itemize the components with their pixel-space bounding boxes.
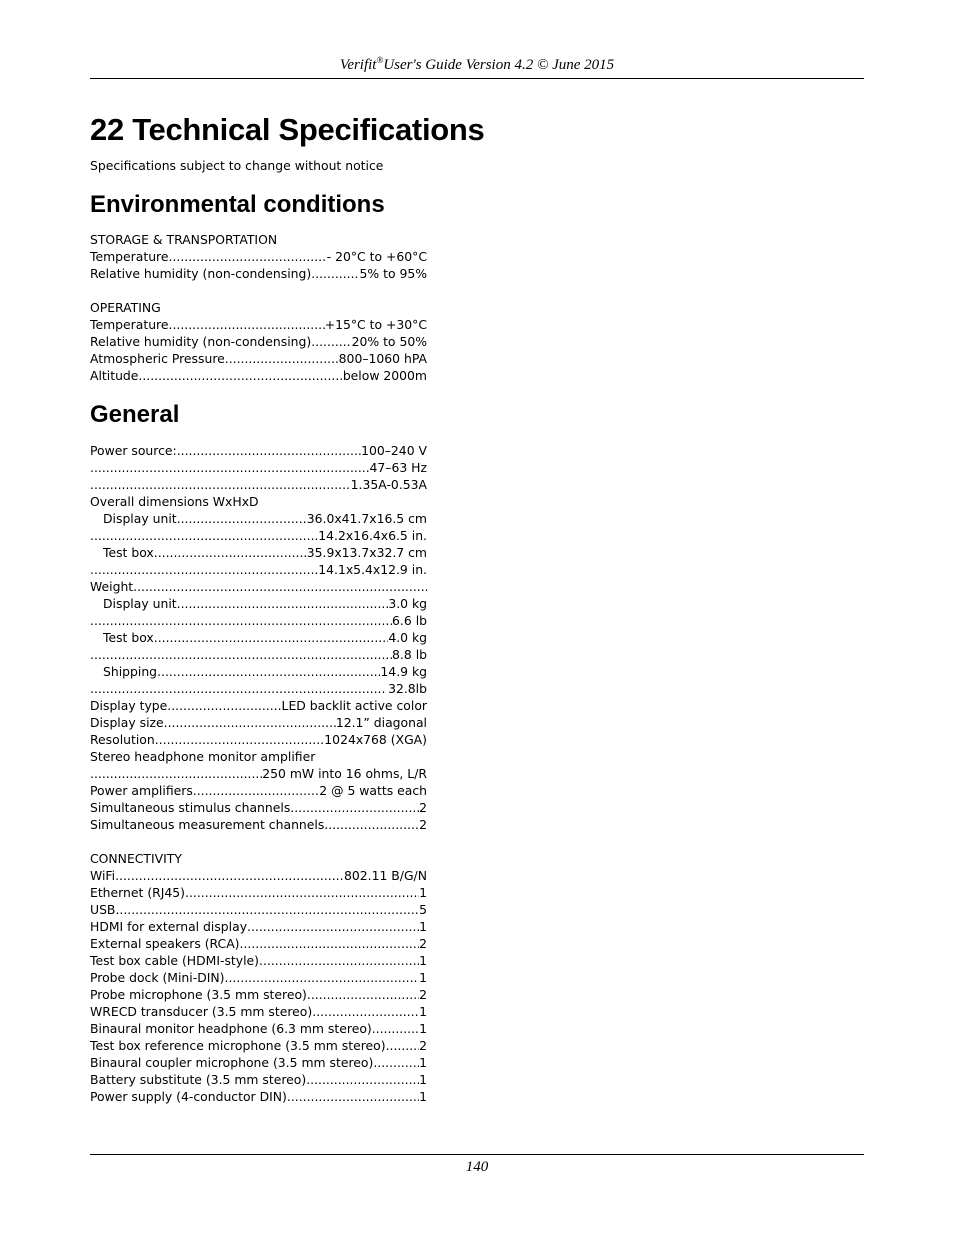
connectivity-section	[90, 850, 427, 1105]
spec-row: ..... 32.8lb	[90, 680, 427, 697]
header-rule	[90, 78, 864, 79]
operating-label: OPERATING	[90, 300, 161, 315]
running-header	[90, 55, 864, 74]
spec-row: Probe microphone (3.5 mm stereo) ..... 2	[90, 986, 427, 1003]
spec-row: Test box ..... 35.9x13.7x32.7 cm	[90, 544, 427, 561]
spec-row: Test box cable (HDMI-style) ..... 1	[90, 952, 427, 969]
spec-row: External speakers (RCA) ..... 2	[90, 935, 427, 952]
spec-row: ..... 1.35A-0.53A	[90, 476, 427, 493]
page-title: 22 Technical Specifications	[90, 112, 485, 147]
header-rest: User's Guide Version 4.2 © June 2015	[383, 57, 615, 73]
spec-row: Binaural coupler microphone (3.5 mm stereo) ..... 1	[90, 1054, 427, 1071]
spec-row: Battery substitute (3.5 mm stereo) ..... 1	[90, 1071, 427, 1088]
spec-row: Power supply (4-conductor DIN) ..... 1	[90, 1088, 427, 1105]
spec-row: Display unit ..... 3.0 kg	[90, 595, 427, 612]
spec-row: Relative humidity (non-condensing) ..... 5% to 95%	[90, 265, 427, 282]
spec-row: Probe dock (Mini-DIN) ..... 1	[90, 969, 427, 986]
page-number: 140	[465, 1159, 489, 1175]
spec-row: Binaural monitor headphone (6.3 mm stereo) ..... 1	[90, 1020, 427, 1037]
spec-row: ..... 250 mW into 16 ohms, L/R	[90, 765, 427, 782]
operating-section	[90, 299, 427, 384]
spec-row: USB ..... 5	[90, 901, 427, 918]
brand-name: Verifit	[339, 57, 377, 73]
general-section	[90, 442, 427, 833]
environmental-heading: Environmental conditions	[90, 191, 385, 218]
spec-row: ..... 14.1x5.4x12.9 in.	[90, 561, 427, 578]
spec-row: Test box reference microphone (3.5 mm stereo) ..... 2	[90, 1037, 427, 1054]
storage-label: STORAGE & TRANSPORTATION	[90, 232, 278, 247]
headphone-label: Stereo headphone monitor amplifier	[90, 749, 316, 764]
spec-row: ..... 6.6 lb	[90, 612, 427, 629]
spec-row: Ethernet (RJ45) ..... 1	[90, 884, 427, 901]
spec-row: ..... 8.8 lb	[90, 646, 427, 663]
registered-mark: ®	[376, 55, 384, 65]
spec-row: Display type ..... LED backlit active color	[90, 697, 427, 714]
spec-row: Power source: ..... 100–240 V	[90, 442, 427, 459]
spec-row: Atmospheric Pressure ..... 800–1060 hPA	[90, 350, 427, 367]
spec-row: Temperature ..... +15°C to +30°C	[90, 316, 427, 333]
spec-row: Resolution ..... 1024x768 (XGA)	[90, 731, 427, 748]
spec-row: Simultaneous stimulus channels ..... 2	[90, 799, 427, 816]
spec-row: Test box ..... 4.0 kg	[90, 629, 427, 646]
spec-row: Altitude ..... below 2000m	[90, 367, 427, 384]
spec-row: Shipping ..... 14.9 kg	[90, 663, 427, 680]
spec-row: Power amplifiers ..... 2 @ 5 watts each	[90, 782, 427, 799]
spec-row: ..... 14.2x16.4x6.5 in.	[90, 527, 427, 544]
dimensions-label: Overall dimensions WxHxD	[90, 494, 259, 509]
spec-row: WiFi ..... 802.11 B/G/N	[90, 867, 427, 884]
spec-row: WRECD transducer (3.5 mm stereo) ..... 1	[90, 1003, 427, 1020]
footer-rule	[90, 1154, 864, 1155]
storage-section	[90, 231, 427, 282]
spec-row: Display unit ..... 36.0x41.7x16.5 cm	[90, 510, 427, 527]
spec-row: Temperature ..... - 20°C to +60°C	[90, 248, 427, 265]
spec-row: Simultaneous measurement channels ..... 2	[90, 816, 427, 833]
general-heading: General	[90, 401, 180, 428]
page-content	[90, 110, 485, 1105]
page-subtitle: Specifications subject to change without notice	[90, 158, 384, 173]
spec-row: ..... 47–63 Hz	[90, 459, 427, 476]
spec-row: HDMI for external display ..... 1	[90, 918, 427, 935]
connectivity-label: CONNECTIVITY	[90, 851, 182, 866]
spec-row: Relative humidity (non-condensing) ..... 20% to 50%	[90, 333, 427, 350]
spec-row: Weight .....	[90, 578, 427, 595]
spec-row: Display size ..... 12.1” diagonal	[90, 714, 427, 731]
